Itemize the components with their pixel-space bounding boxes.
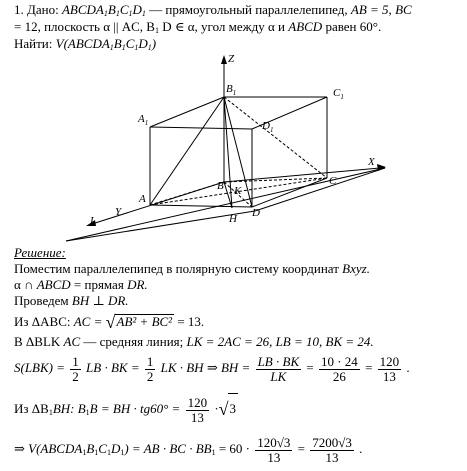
label-A1: $A_1$ (138, 113, 149, 127)
edge-A1D1 (150, 127, 252, 129)
solution-line-1: Поместим параллелепипед в полярную систему координат Bxyz. (14, 261, 370, 276)
condition-text: = 12, плоскость α || AC, B (14, 19, 155, 34)
condition-text-2: D ∈ α, угол между α и (162, 19, 285, 34)
problem-number: 1. (14, 2, 24, 17)
label-K: K (234, 185, 242, 197)
label-C1: $C_1$ (333, 87, 344, 101)
edge-BC (224, 178, 327, 182)
label-C: C (329, 175, 337, 187)
solution-line-8: ⇒ $V(ABCDA_1B_1C_1D_1)$ = AB · BC · $BB_1 = 60$ · $\frac{120√3}{13}$ = $\frac{7200√3}{13}$ . (14, 434, 363, 465)
edge-A1B1 (150, 97, 224, 127)
find-label: Найти: (14, 36, 53, 51)
label-H: H (229, 213, 237, 225)
box-name: $ABCDA_1B_1C_1D_1$ (61, 2, 146, 18)
label-A: A (139, 193, 146, 205)
bc-label: BC (395, 2, 412, 17)
problem-line-2: = 12, плоскость α || AC, $B_1$ D ∈ α, угол между α и ABCD равен 60°. (14, 19, 382, 35)
find-expression: $V(ABCDA_1B_1C_1D_1)$ (55, 36, 157, 52)
label-D1: $D_1$ (262, 120, 274, 134)
ab-value: AB = 5, (350, 2, 392, 17)
plane-edge-right (255, 168, 385, 211)
solution-heading: Решение: (14, 245, 66, 260)
edge-AD (150, 205, 252, 207)
solution-line-4: Из ΔABC: AC = √AB² + BC² = 13. (14, 312, 205, 332)
solution-line-2: α ∩ ABCD = прямая DR. (14, 277, 148, 292)
edge-DC (252, 178, 327, 207)
solution-line-5: В ΔBLK AC — средняя линия; LK = 2AC = 26, LB = 10, BK = 24. (14, 334, 374, 349)
given-label: Дано: (27, 2, 59, 17)
label-B1: $B_1$ (226, 83, 237, 97)
solution-line-6: S(LBK) = $\frac{1}{2}$ LB · BK = $\frac{1}{2}$ LK · BH ⇒ BH = $\frac{LB \cdot BK}{LK}$ = $\frac{10 \cdot 24}{26}$ = $\frac{120}{13}$ . (14, 353, 410, 384)
statement-text: — прямоугольный параллелепипед, (149, 2, 348, 17)
label-X: X (368, 156, 375, 168)
z-arrow-icon (221, 55, 227, 64)
plane-edge-top (66, 168, 385, 241)
segment-B1A (150, 97, 224, 205)
label-L: L (90, 215, 97, 227)
abcd-label: ABCD (288, 19, 323, 34)
solution-line-7: Из $\Delta B_1BH$: $B_1B$ = BH · tg60° = $\frac{120}{13}$ ·√3 (14, 394, 237, 425)
label-B: B (217, 180, 224, 192)
angle-text: равен 60°. (325, 19, 382, 34)
label-Z: Z (228, 53, 235, 65)
label-Y: Y (115, 206, 122, 218)
x-arrow-icon (377, 164, 386, 171)
solution-line-3: Проведем BH ⊥ DR. (14, 293, 129, 308)
label-D: D (252, 207, 260, 219)
segment-B1C (224, 97, 327, 178)
